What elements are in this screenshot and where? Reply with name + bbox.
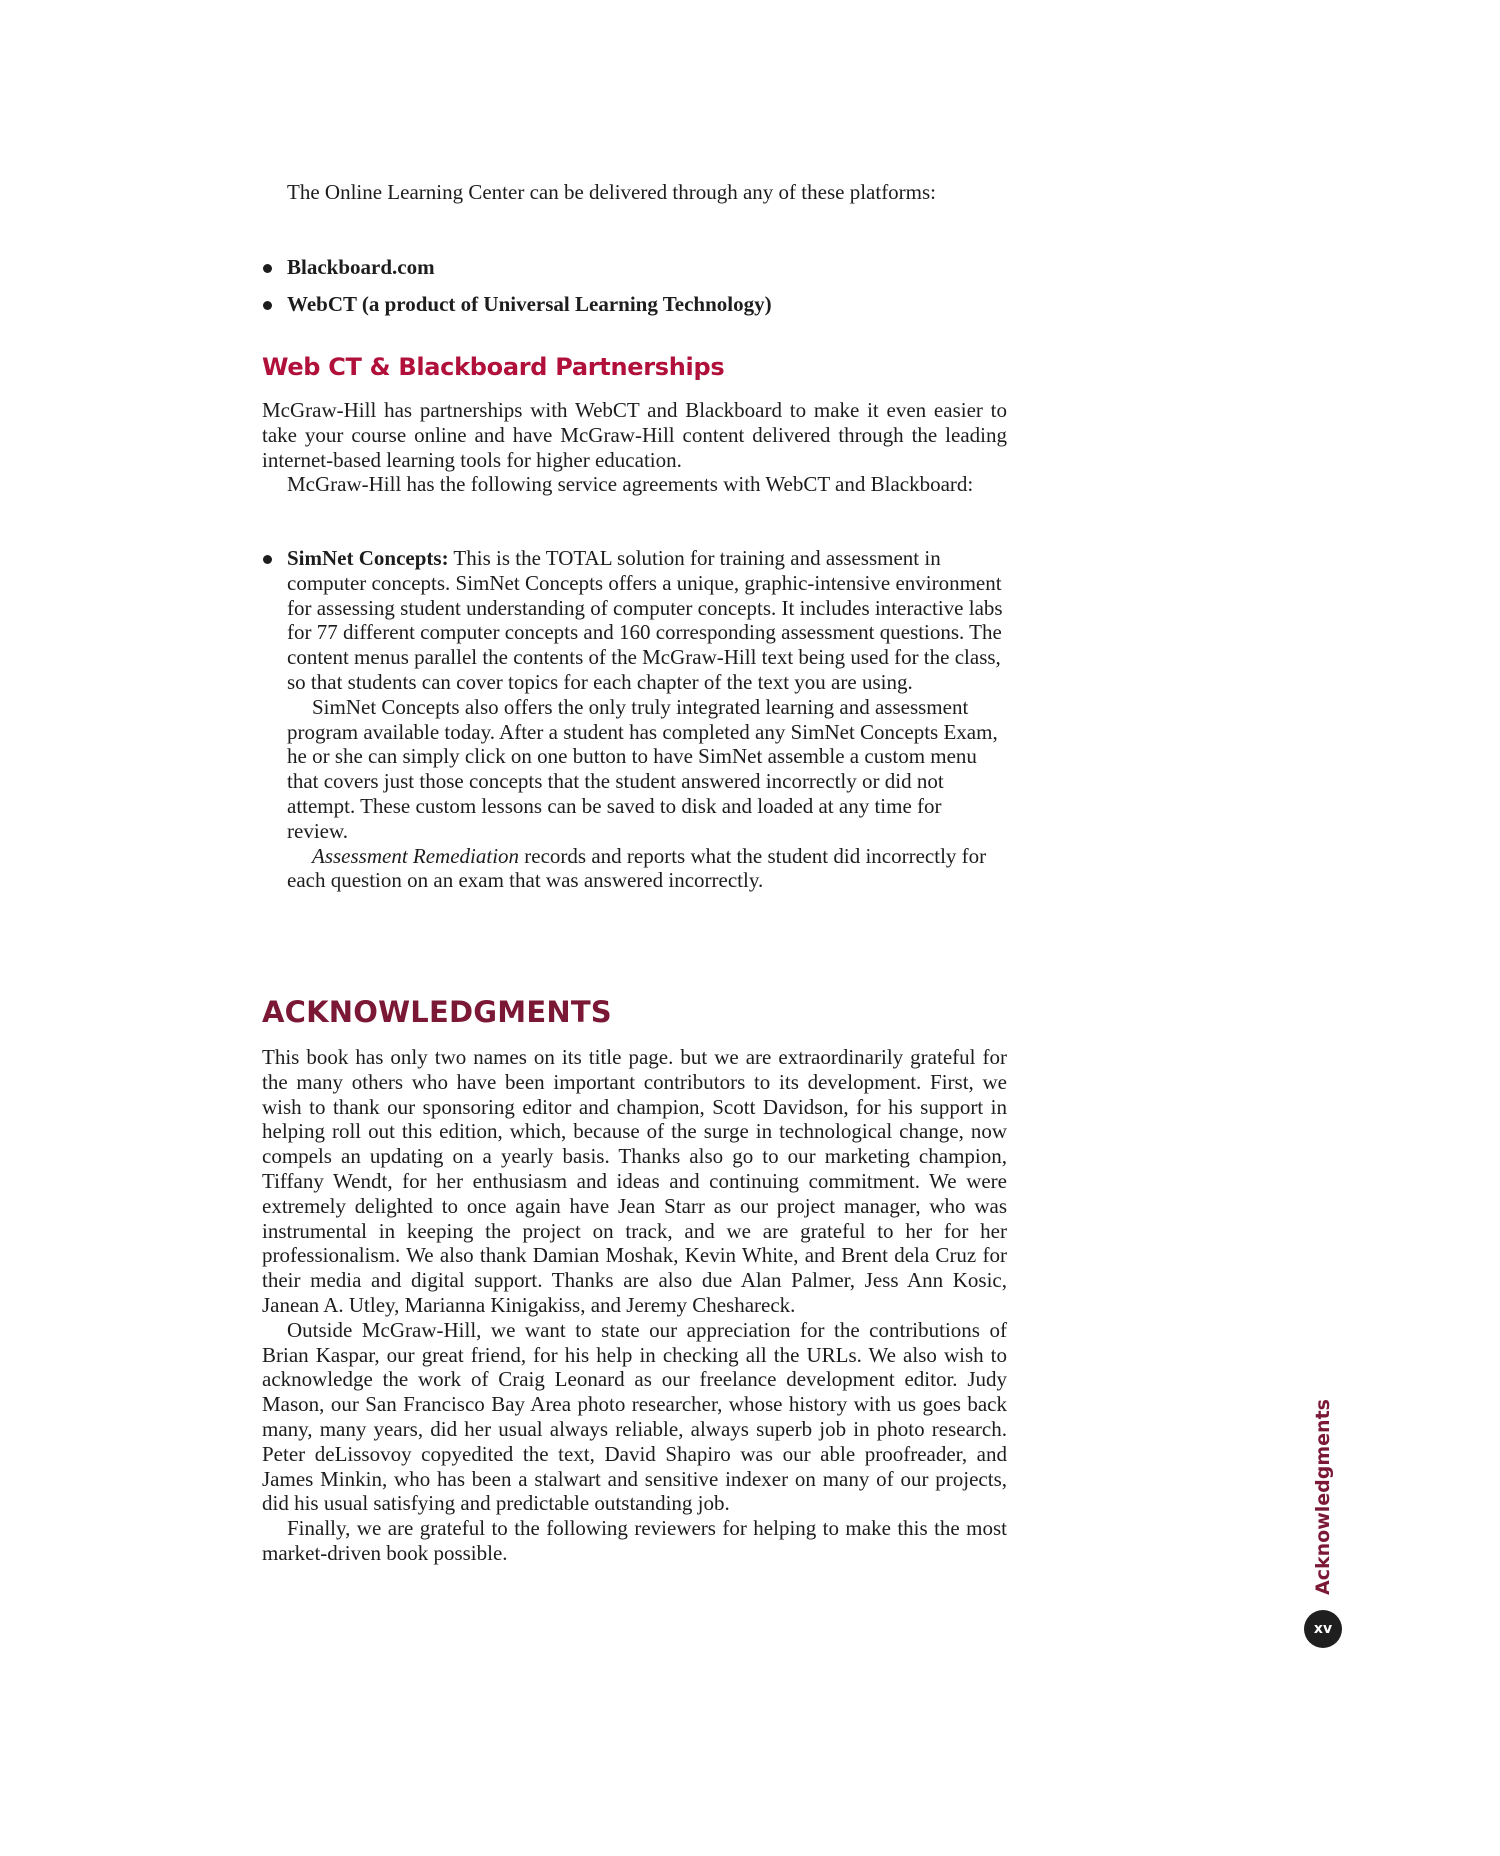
simnet-paragraph [287,546,1007,695]
page-number-badge: xv [1304,1610,1342,1648]
simnet-term: SimNet Concepts: [287,546,449,570]
acknowledgments-paragraph-2: Outside McGraw-Hill, we want to state our appreciation for the contributions of Brian Kaspar, our great friend, for his help in checking all the URLs. We also wish to acknowledge the work of Craig Leonard as our freelance development editor. Judy Mason, our San Francisco Bay Area photo researcher, whose history with us goes back many, many years, did her usual always reliable, always superb job in photo research. Peter deLissovoy copyedited the text, David Shapiro was our able proofreader, and James Minkin, who has been a stalwart and sensitive indexer on many of our projects, did his usual satisfying and predictable outstanding job. [262,1317,1007,1516]
intro-paragraph: The Online Learning Center can be delivered through any of these platforms: [287,180,937,204]
section-tab [1312,1399,1334,1595]
simnet-paragraph-3 [287,844,1007,894]
acknowledgments-body [262,1045,1007,1566]
partnerships-paragraph: McGraw-Hill has partnerships with WebCT and Blackboard to make it even easier to take your course online and have McGraw-Hill content delivered through the leading internet-based learning tools for higher education. [262,398,1007,472]
list-item [262,546,1007,893]
acknowledgments-paragraph-3: Finally, we are grateful to the following reviewers for helping to make this the most market-driven book possible. [262,1516,1007,1565]
bullet-icon [263,555,272,564]
partnerships-agreements-paragraph: McGraw-Hill has the following service agreements with WebCT and Blackboard: [287,472,974,496]
remediation-term: Assessment Remediation [312,843,520,868]
platform-list [262,255,1007,317]
section-tab-label: Acknowledgments [1312,1399,1334,1595]
platform-label: WebCT (a product of Universal Learning Technology) [287,291,772,316]
list-item [262,255,1007,280]
partnerships-heading: Web CT & Blackboard Partnerships [262,353,725,381]
acknowledgments-heading: ACKNOWLEDGMENTS [262,995,612,1029]
acknowledgments-paragraph-1: This book has only two names on its title page. but we are extraordinarily grateful for the many others who have been important contributors to its development. First, we wish to thank our sponsoring editor and champion, Scott Davidson, for his support in helping roll out this edition, which, because of the surge in technological change, now compels an updating on a yearly basis. Thanks also go to our marketing champion, Tiffany Wendt, for her enthusiasm and ideas and continuing commitment. We were extremely delighted to once again have Jean Starr as our project manager, who was instrumental in keeping the project on track, and we are grateful to her for her professionalism. We also thank Damian Moshak, Kevin White, and Brent dela Cruz for their media and digital support. Thanks are also due Alan Palmer, Jess Ann Kosic, Janean A. Utley, Marianna Kinigakiss, and Jeremy Cheshareck. [262,1045,1007,1317]
simnet-text: This is the TOTAL solution for training and assessment in computer concepts. SimNet Concepts offers a unique, graphic-intensive environment for assessing student understanding of computer concepts. It includes interactive labs for 77 different computer concepts and 160 corresponding assessment questions. The content menus parallel the contents of the McGraw-Hill text being used for the class, so that students can cover topics for each chapter of the text you are using. [287,546,1003,694]
simnet-item [262,546,1007,893]
bullet-icon [263,264,272,273]
bullet-icon [263,301,272,310]
simnet-paragraph-2: SimNet Concepts also offers the only truly integrated learning and assessment program available today. After a student has completed any SimNet Concepts Exam, he or she can simply click on one button to have SimNet assemble a custom menu that covers just those concepts that the student answered incorrectly or did not attempt. These custom lessons can be saved to disk and loaded at any time for review. [287,694,998,843]
list-item [262,292,1007,317]
platform-label: Blackboard.com [287,255,435,279]
remediation-text: records and reports what the student did incorrectly for each question on an exam that was answered incorrectly. [287,843,987,893]
